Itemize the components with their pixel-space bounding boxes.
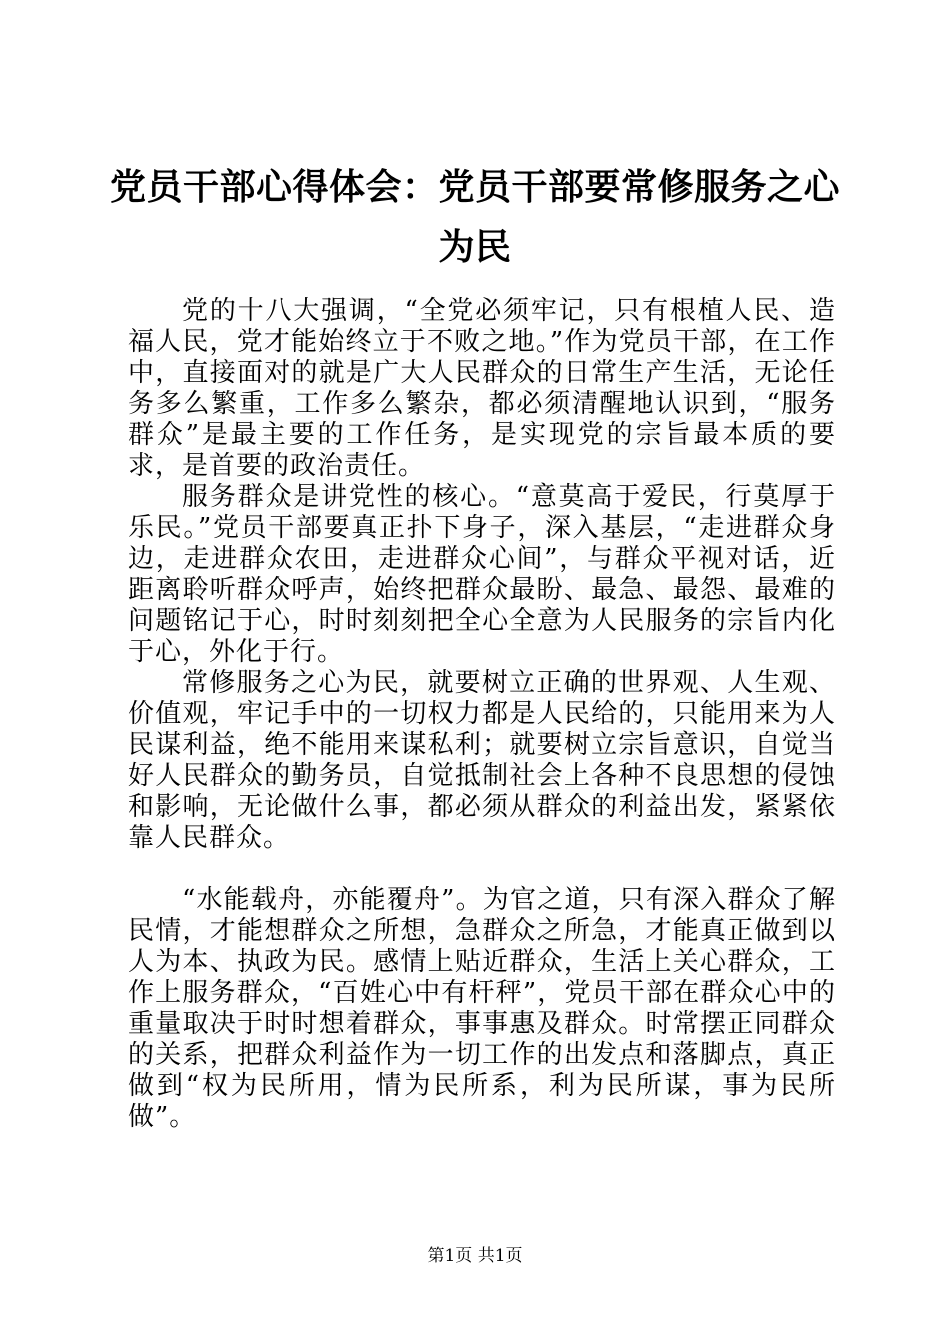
document-title: 党员干部心得体会：党员干部要常修服务之心为民	[110, 167, 841, 268]
paragraph-1: 党的十八大强调，“全党必须牢记，只有根植人民、造福人民，党才能始终立于不败之地。”作为党员干部，在工作中，直接面对的就是广大人民群众的日常生产生活，无论任务多么繁重，工作多么繁杂，都必须清醒地认识到，“服务群众”是最主要的工作任务，是实现党的宗旨最本质的要求，是首要的政治责任。	[128, 296, 836, 481]
page-footer: 第1页 共1页	[427, 1246, 523, 1266]
paragraph-3: 常修服务之心为民，就要树立正确的世界观、人生观、价值观，牢记手中的一切权力都是人民给的，只能用来为人民谋利益，绝不能用来谋私利；就要树立宗旨意识，自觉当好人民群众的勤务员，自觉抵制社会上各种不良思想的侵蚀和影响，无论做什么事，都必须从群众的利益出发，紧紧依靠人民群众。	[128, 668, 836, 853]
paragraph-gap	[128, 854, 836, 885]
paragraph-4: “水能载舟，亦能覆舟”。为官之道，只有深入群众了解民情，才能想群众之所想，急群众之所急，才能真正做到以人为本、执政为民。感情上贴近群众，生活上关心群众，工作上服务群众，“百姓心中有杆秤”，党员干部在群众心中的重量取决于时时想着群众，事事惠及群众。时常摆正同群众的关系，把群众利益作为一切工作的出发点和落脚点，真正做到“权为民所用，情为民所系，利为民所谋，事为民所做”。	[128, 885, 836, 1132]
paragraph-2: 服务群众是讲党性的核心。“意莫高于爱民，行莫厚于乐民。”党员干部要真正扑下身子，深入基层，“走进群众身边，走进群众农田，走进群众心间”，与群众平视对话，近距离聆听群众呼声，始终把群众最盼、最急、最怨、最难的问题铭记于心，时时刻刻把全心全意为人民服务的宗旨内化于心，外化于行。	[128, 482, 836, 667]
document-body	[128, 296, 836, 1133]
